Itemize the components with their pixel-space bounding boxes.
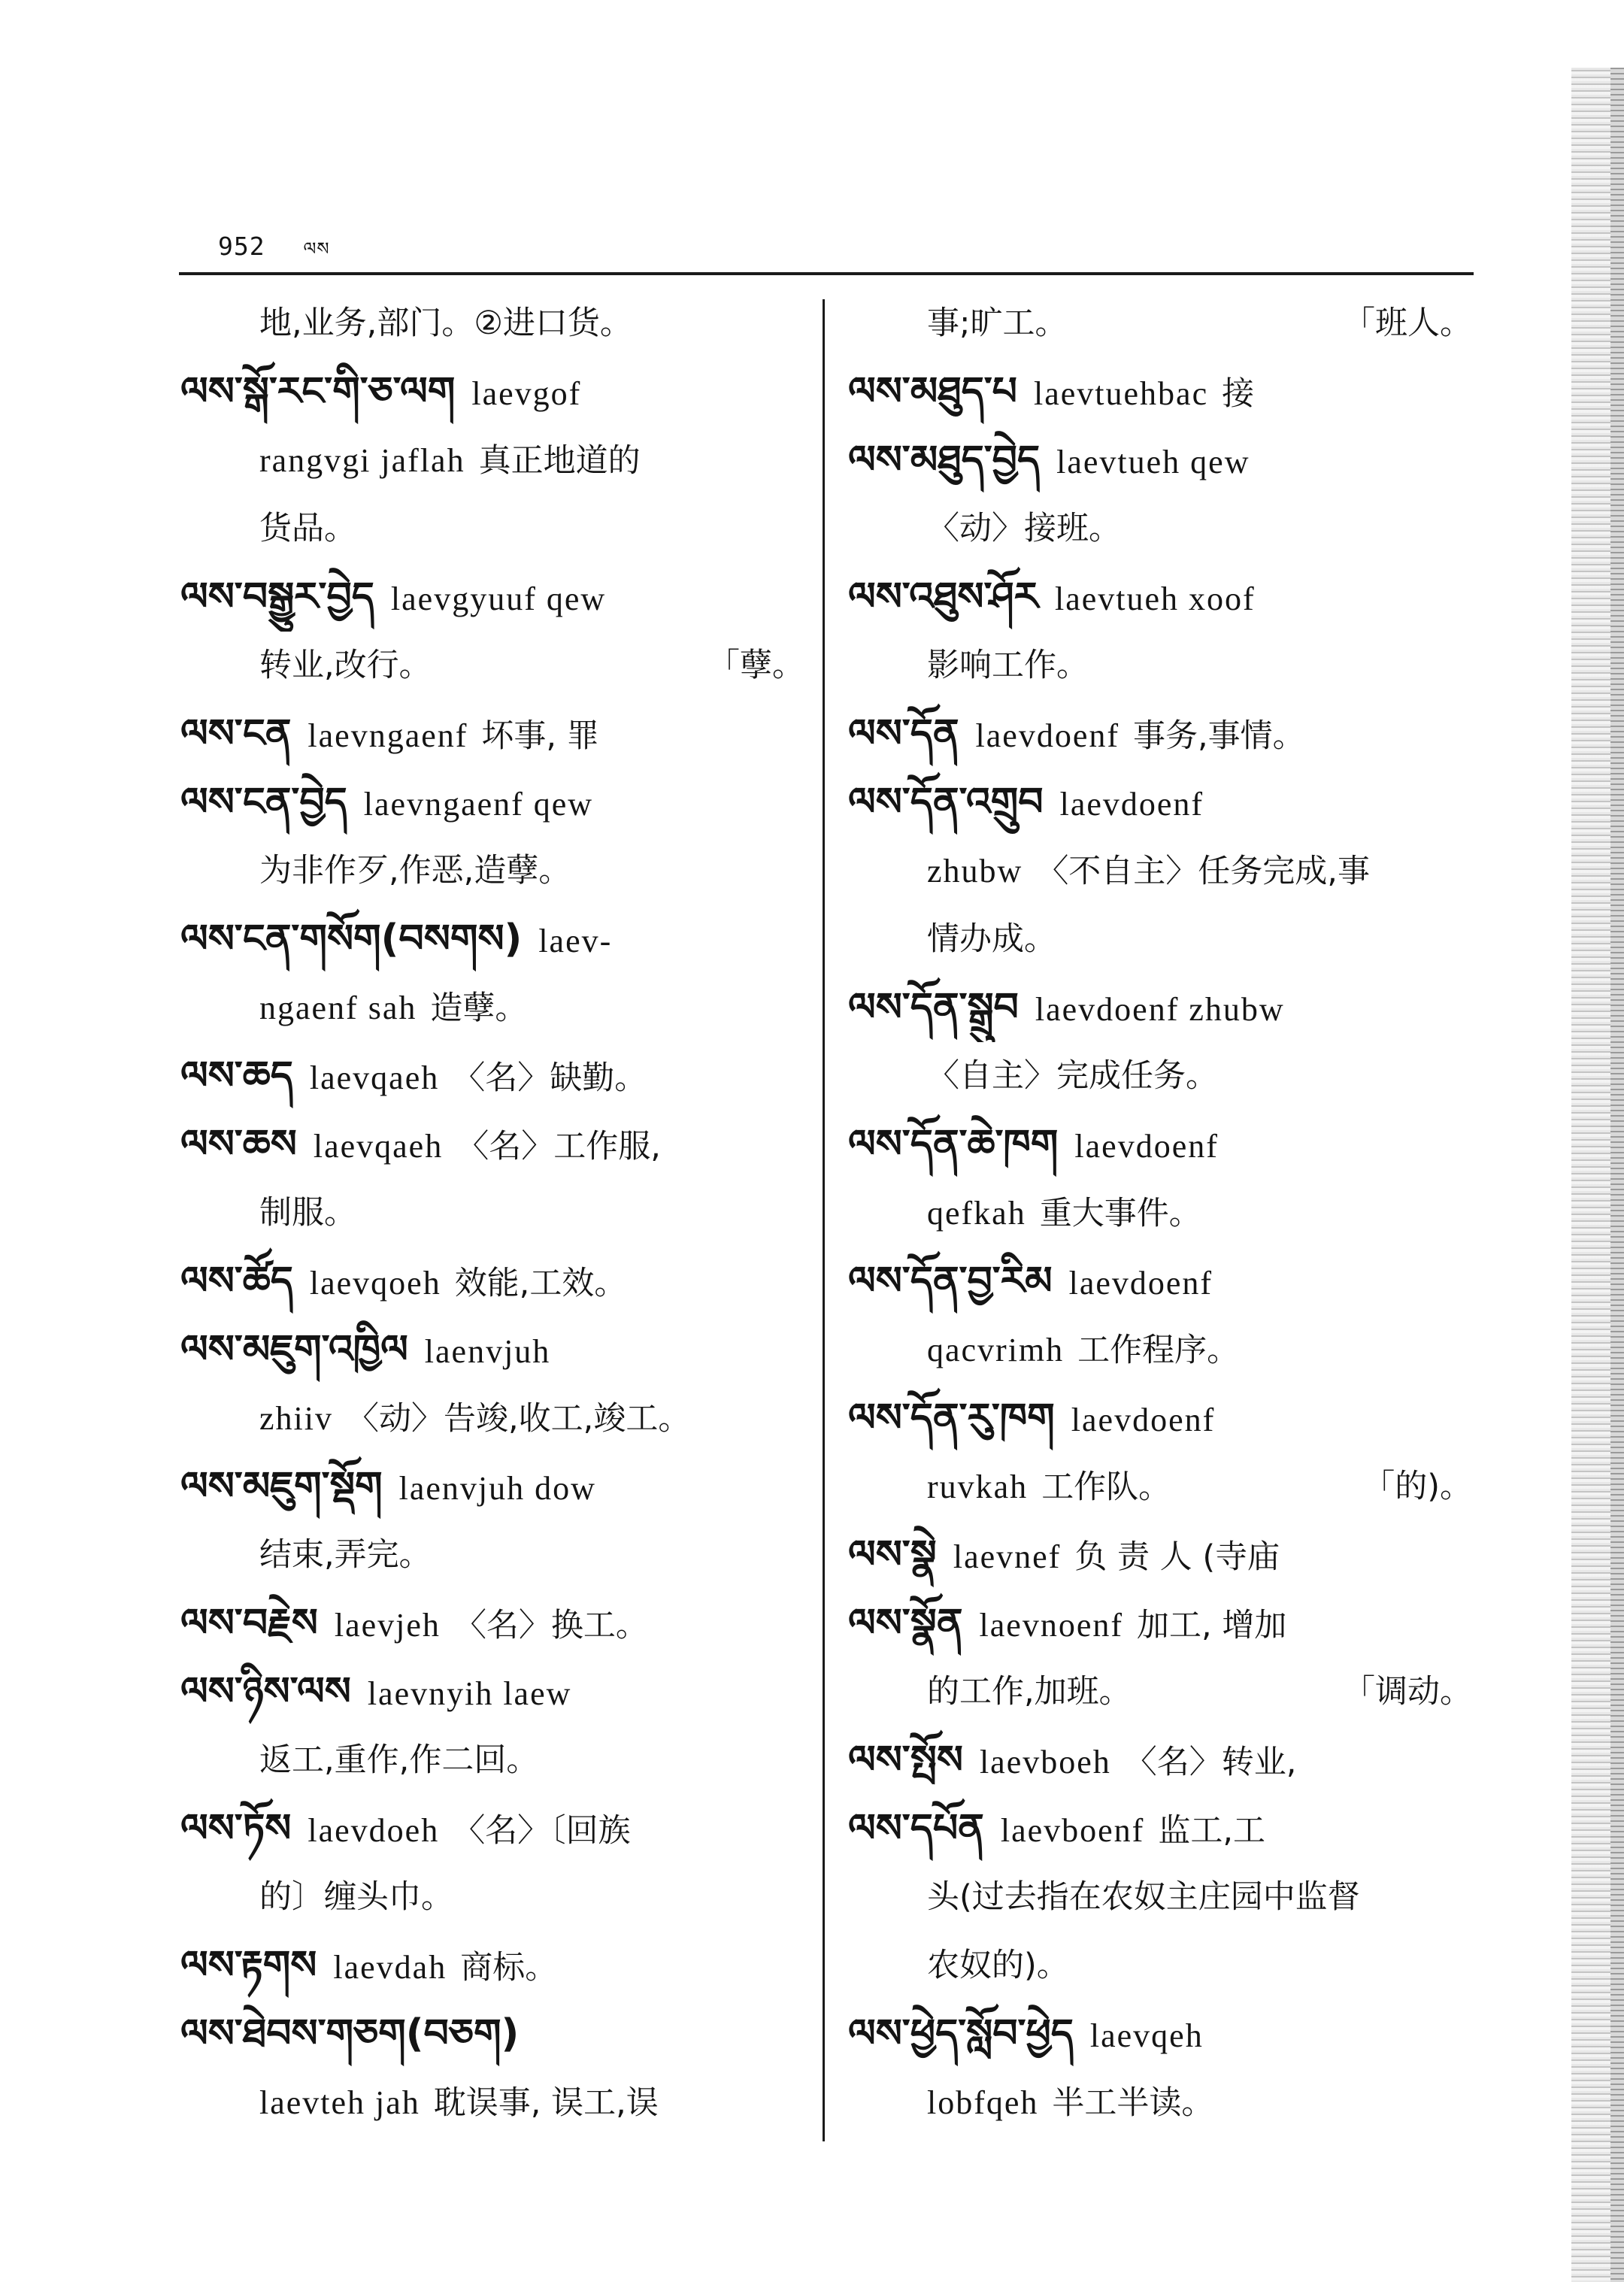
tibetan-headword: ལས་ཉིས་ལས	[180, 1669, 351, 1714]
romanization: lobfqeh	[927, 2084, 1039, 2121]
tibetan-headword: ལས་བརྗེས	[180, 1601, 318, 1646]
romanization: zhubw	[927, 853, 1023, 889]
tibetan-headword: ལས་སྤོས	[848, 1738, 963, 1783]
entry-line	[180, 700, 804, 768]
definition: 〈动〉告竣,收工,竣工。	[346, 1400, 691, 1438]
entry-line	[848, 905, 1472, 974]
definition: 接	[1222, 375, 1255, 413]
entry-line	[180, 837, 804, 905]
romanization: laevdah	[333, 1949, 447, 1986]
entry-line	[848, 1863, 1472, 1932]
tibetan-headword: ལས་ཐེབས་གཅག(བཅག)	[180, 2011, 520, 2056]
romanization: laevdoenf zhubw	[1035, 991, 1285, 1028]
tibetan-headword: ལས་ཚོད	[180, 1259, 293, 1304]
entry-line	[848, 2068, 1472, 2137]
romanization: qefkah	[927, 1195, 1026, 1232]
tibetan-headword: ལས་དཔོན	[848, 1806, 984, 1851]
entry-line	[848, 1384, 1472, 1453]
entry-line	[180, 1453, 804, 1521]
entry-line	[848, 1726, 1472, 1795]
entry-line	[180, 1521, 804, 1590]
entry-line	[180, 426, 804, 495]
romanization: laevnoenf	[979, 1607, 1123, 1644]
romanization: laevteh jah	[259, 2084, 420, 2121]
entry-line	[180, 1863, 804, 1932]
romanization: laevngaenf qew	[363, 786, 594, 823]
definition: 为非作歹,作恶,造孽。	[259, 852, 571, 889]
tibetan-headword: ལས་དོན་སྒྲུབ	[848, 985, 1019, 1030]
definition: 坏事, 罪	[481, 717, 599, 755]
entry-line	[848, 1042, 1472, 1111]
entry-line	[180, 358, 804, 426]
romanization: laev-	[538, 923, 613, 959]
tibetan-headword: ལས་ཆད	[180, 1053, 293, 1099]
definition: 效能,工效。	[454, 1265, 627, 1302]
scan-edge-shadow	[1610, 68, 1624, 2282]
entry-line	[180, 1179, 804, 1247]
tibetan-headword: ལས་ཆས	[180, 1122, 297, 1167]
tibetan-headword: ལས་སྒོ་རང་གི་ཅ་ལག	[180, 369, 456, 414]
definition: 工作程序。	[1077, 1332, 1240, 1369]
entry-line	[848, 358, 1472, 426]
entry-line	[848, 426, 1472, 495]
romanization: laevdoenf	[1059, 786, 1204, 823]
definition: 〈自主〉完成任务。	[927, 1057, 1218, 1095]
left-column	[180, 289, 804, 2137]
definition: 〈动〉接班。	[927, 510, 1121, 547]
definition: 影响工作。	[927, 647, 1089, 684]
romanization: laevtueh qew	[1056, 444, 1250, 480]
definition: 的工作,加班。	[927, 1673, 1132, 1711]
entry-line	[848, 1795, 1472, 1863]
definition: 工作队。	[1041, 1468, 1171, 1506]
entry-line	[180, 2000, 804, 2068]
entry-line	[180, 1384, 804, 1453]
tibetan-headword: ལས་མཐུད་པ	[848, 369, 1018, 414]
definition: 结束,弄完。	[259, 1536, 432, 1574]
entry-line	[848, 1453, 1472, 1521]
definition: 头(过去指在农奴主庄园中监督	[927, 1878, 1360, 1916]
entry-line	[180, 1590, 804, 1658]
romanization: laevgyuuf qew	[390, 580, 607, 617]
romanization: ngaenf sah	[259, 989, 417, 1026]
romanization: laevdoenf	[975, 717, 1120, 754]
romanization: laevboenf	[1000, 1812, 1145, 1849]
tibetan-headword: ལས་ཏོས	[180, 1806, 292, 1851]
definition: 负 责 人 (寺庙	[1074, 1538, 1280, 1576]
tibetan-headword: ལས་ངན	[180, 711, 292, 756]
entry-line	[180, 1316, 804, 1384]
entry-line	[180, 632, 804, 700]
definition: 〈名〉〔回族	[453, 1812, 631, 1850]
entry-line	[180, 1932, 804, 2000]
entry-line	[848, 1247, 1472, 1316]
definition: 加工, 增加	[1137, 1607, 1287, 1644]
tibetan-headword: ལས་འཐུས་ཤོར	[848, 574, 1038, 620]
definition: 商标。	[460, 1949, 558, 1987]
entry-line	[848, 974, 1472, 1042]
tibetan-headword: ལས་དོན	[848, 711, 959, 756]
romanization: laenvjuh	[424, 1333, 551, 1370]
entry-line	[180, 1795, 804, 1863]
entry-line	[848, 1590, 1472, 1658]
entry-line	[848, 1658, 1472, 1726]
romanization: laevdoenf	[1071, 1402, 1216, 1438]
entry-line	[848, 1316, 1472, 1384]
romanization: laevtuehbac	[1034, 375, 1209, 412]
romanization: rangvgi jaflah	[259, 442, 465, 479]
romanization: laevdoenf	[1068, 1265, 1213, 1302]
tibetan-headword: ལས་དོན་རུ་ཁག	[848, 1396, 1055, 1441]
right-column	[848, 289, 1472, 2137]
entry-line	[180, 495, 804, 563]
tibetan-headword: ལས་མཇུག་འཁྱིལ	[180, 1327, 408, 1372]
entry-line	[180, 905, 804, 974]
romanization: ruvkah	[927, 1468, 1029, 1505]
entry-line	[180, 289, 804, 358]
carry-over-fragment: 「孽。	[707, 647, 804, 684]
tibetan-headword: ལས་བསྒྱུར་བྱེད	[180, 574, 374, 620]
romanization: laevnyih laew	[367, 1675, 572, 1712]
tibetan-headword: ལས་དོན་བྱ་རིམ	[848, 1259, 1053, 1304]
definition: 〈名〉工作服,	[456, 1128, 661, 1165]
romanization: laevboeh	[979, 1744, 1111, 1780]
header-word: ལས	[303, 238, 330, 259]
definition: 〈不自主〉任务完成,事	[1036, 853, 1370, 890]
definition: 地,业务,部门。②进口货。	[259, 305, 632, 342]
carry-over-fragment: 「的)。	[1362, 1468, 1472, 1505]
entry-line	[848, 1521, 1472, 1590]
tibetan-headword: ལས་དོན་འགྲུབ	[848, 780, 1044, 825]
definition: 真正地道的	[478, 442, 641, 480]
romanization: laevqeh	[1089, 2017, 1204, 2054]
romanization: laevjeh	[334, 1607, 441, 1644]
definition: 半工半读。	[1052, 2084, 1214, 2122]
romanization: laevqaeh	[309, 1059, 440, 1096]
entry-line	[848, 2000, 1472, 2068]
definition: 的〕缠头巾。	[259, 1878, 453, 1916]
romanization: laevdoenf	[1074, 1128, 1219, 1165]
definition: 重大事件。	[1039, 1195, 1201, 1232]
definition: 监工,工	[1158, 1812, 1265, 1850]
tibetan-headword: ལས་མཐུད་བྱེད	[848, 438, 1041, 483]
carry-over-fragment: 「班人。	[1343, 305, 1472, 342]
romanization: laenvjuh dow	[398, 1470, 596, 1507]
definition: 〈名〉缺勤。	[453, 1059, 647, 1097]
entry-line	[180, 1726, 804, 1795]
definition: 事;旷工。	[927, 305, 1068, 342]
entry-line	[848, 495, 1472, 563]
romanization: laevngaenf	[308, 717, 468, 754]
entry-line	[180, 1111, 804, 1179]
tibetan-headword: ལས་ངན་གསོག(བསགས)	[180, 917, 523, 962]
column-divider	[823, 299, 825, 2141]
tibetan-headword: ལས་མཇུག་སྡོག	[180, 1464, 383, 1509]
entry-line	[848, 563, 1472, 632]
definition: 造孽。	[430, 989, 528, 1027]
romanization: qacvrimh	[927, 1332, 1065, 1368]
romanization: laevnef	[953, 1538, 1062, 1575]
definition: 制服。	[259, 1194, 356, 1232]
header-rule	[179, 272, 1474, 275]
definition: 〈名〉转业,	[1124, 1744, 1297, 1781]
tibetan-headword: ལས་ངན་བྱེད	[180, 780, 347, 825]
entry-line	[848, 700, 1472, 768]
definition: 农奴的)。	[927, 1947, 1069, 1984]
tibetan-headword: ལས་སྣོན	[848, 1601, 963, 1646]
entry-line	[180, 563, 804, 632]
tibetan-headword: ལས་རྟགས	[180, 1943, 317, 1988]
entry-line	[848, 1179, 1472, 1247]
definition: 〈名〉换工。	[453, 1607, 648, 1644]
entry-line	[848, 768, 1472, 837]
entry-line	[848, 837, 1472, 905]
entry-line	[848, 289, 1472, 358]
entry-line	[180, 2068, 804, 2137]
entry-line	[180, 1042, 804, 1111]
definition: 情办成。	[927, 920, 1056, 958]
entry-line	[180, 974, 804, 1042]
definition: 转业,改行。	[259, 647, 432, 684]
romanization: laevqoeh	[309, 1265, 441, 1302]
romanization: laevqaeh	[313, 1128, 444, 1165]
tibetan-headword: ལས་ཕྱེད་སློབ་ཕྱེད	[848, 2011, 1074, 2056]
entry-line	[848, 1932, 1472, 2000]
definition: 货品。	[259, 510, 356, 547]
tibetan-headword: ལས་སྣེ	[848, 1532, 937, 1577]
entry-line	[180, 1658, 804, 1726]
tibetan-headword: ལས་དོན་ཆེ་ཁག	[848, 1122, 1059, 1167]
romanization: zhiiv	[259, 1400, 333, 1437]
entry-line	[848, 632, 1472, 700]
entry-line	[180, 768, 804, 837]
definition: 返工,重作,作二回。	[259, 1741, 539, 1779]
definition: 事务,事情。	[1133, 717, 1305, 755]
entry-line	[848, 1111, 1472, 1179]
carry-over-fragment: 「调动。	[1343, 1673, 1472, 1711]
page-number: 952	[218, 232, 265, 261]
romanization: laevdoeh	[308, 1812, 440, 1849]
romanization: laevgof	[471, 375, 582, 412]
romanization: laevtueh xoof	[1054, 580, 1256, 617]
definition: 耽误事, 误工,误	[433, 2084, 659, 2122]
entry-line	[180, 1247, 804, 1316]
